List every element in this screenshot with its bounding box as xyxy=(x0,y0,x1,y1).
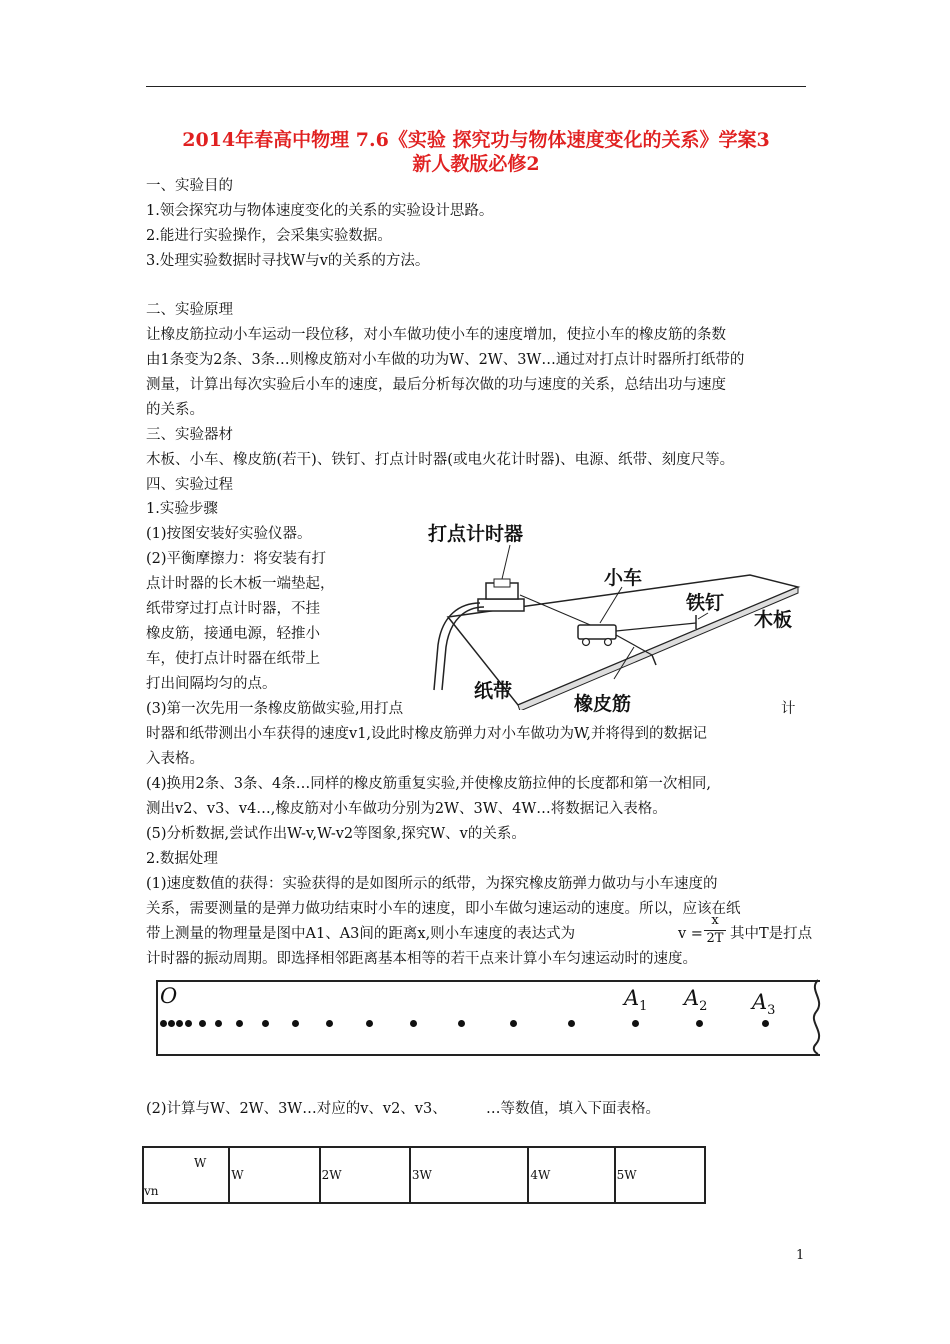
data-heading: 2.数据处理 xyxy=(146,851,218,867)
tape-dot xyxy=(160,1020,167,1027)
tape-dot xyxy=(236,1020,243,1027)
formula-after-text: 其中T是打点 xyxy=(730,926,813,942)
formula-denominator: 2T xyxy=(706,931,724,946)
tape-dot xyxy=(215,1020,222,1027)
tape-dot xyxy=(168,1020,175,1027)
tape-dot xyxy=(458,1020,465,1027)
velocity-formula xyxy=(678,922,703,946)
fig-label-car: 小车 xyxy=(604,567,643,589)
fig-label-board: 木板 xyxy=(754,609,793,631)
tape-dot-a3 xyxy=(762,1020,769,1027)
table-row xyxy=(143,1147,705,1203)
table-header-cell: 3W xyxy=(410,1147,528,1203)
table-corner-cell xyxy=(143,1147,229,1203)
step-2-line-4: 橡皮筋，接通电源，轻推小 xyxy=(146,626,320,642)
step-2-line-6: 打出间隔均匀的点。 xyxy=(146,676,277,692)
tape-torn-edge xyxy=(806,978,830,1056)
step-4-line-2: 测出v2、v3、v4…,橡皮筋对小车做功分别为2W、3W、4W…将数据记入表格。 xyxy=(146,801,667,817)
page-title-line-1: 2014年春高中物理 7.6《实验 探究功与物体速度变化的关系》学案3 xyxy=(182,129,770,151)
car-wheel-2 xyxy=(605,639,612,646)
step-2-line-2: 点计时器的长木板一端垫起， xyxy=(146,576,335,592)
step-1: (1)按图安装好实验仪器。 xyxy=(146,526,312,542)
car-body xyxy=(578,625,616,639)
car-wheel-1 xyxy=(583,639,590,646)
nail-2 xyxy=(652,655,656,665)
timer-base xyxy=(478,599,524,611)
purpose-heading: 一、实验目的 xyxy=(146,178,233,194)
tape-label-a1: $A_1$ xyxy=(624,986,648,1015)
table-header-cell: 5W xyxy=(615,1147,705,1203)
tape-dot xyxy=(176,1020,183,1027)
paper-tape xyxy=(156,980,820,1056)
tape-dot xyxy=(185,1020,192,1027)
data-1-line-2: 关系，需要测量的是弹力做功结束时小车的速度，即小车做匀速运动的速度。所以，应该在纸 xyxy=(146,901,741,917)
principle-text-4: 的关系。 xyxy=(146,402,204,418)
step-2-line-1: (2)平衡摩擦力：将安装有打 xyxy=(146,551,327,567)
table-header-cell: 4W xyxy=(528,1147,614,1203)
page-title-line-2: 新人教版必修2 xyxy=(412,153,540,175)
page-number: 1 xyxy=(796,1248,805,1263)
step-2-line-5: 车，使打点计时器在纸带上 xyxy=(146,651,320,667)
principle-text-2: 由1条变为2条、3条…则橡皮筋对小车做的功为W、2W、3W…通过对打点计时器所打纸带的 xyxy=(146,352,745,368)
data-2-text: (2)计算与W、2W、3W…对应的v、v2、v3、 xyxy=(146,1101,447,1117)
principle-text-1: 让橡皮筋拉动小车运动一段位移，对小车做功使小车的速度增加，使拉小车的橡皮筋的条数 xyxy=(146,327,726,343)
purpose-item-3: 3.处理实验数据时寻找W与v的关系的方法。 xyxy=(146,253,430,269)
step-2-line-3: 纸带穿过打点计时器，不挂 xyxy=(146,601,320,617)
header-rule xyxy=(146,86,806,87)
step-3-line-2: 时器和纸带测出小车获得的速度v1,设此时橡皮筋弹力对小车做功为W,并将得到的数据记 xyxy=(146,726,708,742)
tape-label-a2: $A_2$ xyxy=(684,986,708,1015)
formula-lhs: v = xyxy=(678,926,703,942)
data-1-line-4: 计时器的振动周期。即选择相邻距离基本相等的若干点来计算小车匀速运动时的速度。 xyxy=(146,951,697,967)
table-header-cell: 2W xyxy=(320,1147,410,1203)
equipment-text: 木板、小车、橡皮筋(若干)、铁钉、打点计时器(或电火花计时器)、电源、纸带、刻度尺等。 xyxy=(146,452,735,468)
fig-label-rubber: 橡皮筋 xyxy=(574,693,632,715)
formula-numerator: x xyxy=(711,913,719,928)
principle-heading: 二、实验原理 xyxy=(146,302,233,318)
fig-label-timer: 打点计时器 xyxy=(428,523,524,545)
principle-text-3: 测量，计算出每次实验后小车的速度，最后分析每次做的功与速度的关系，总结出功与速度 xyxy=(146,377,726,393)
steps-heading: 1.实验步骤 xyxy=(146,501,218,517)
step-3-line-1-tail: 计 xyxy=(781,701,796,717)
tape-dot xyxy=(262,1020,269,1027)
step-5: (5)分析数据,尝试作出W-v,W-v2等图象,探究W、v的关系。 xyxy=(146,826,526,842)
tape-dot xyxy=(326,1020,333,1027)
process-heading: 四、实验过程 xyxy=(146,477,233,493)
tape-dot xyxy=(568,1020,575,1027)
step-4-line-1: (4)换用2条、3条、4条…同样的橡皮筋重复实验,并使橡皮筋拉伸的长度都和第一次相同, xyxy=(146,776,711,792)
tape-dot-a1 xyxy=(632,1020,639,1027)
purpose-item-2: 2.能进行实验操作，会采集实验数据。 xyxy=(146,228,392,244)
tape-dot xyxy=(366,1020,373,1027)
timer-top xyxy=(494,579,510,587)
equipment-heading: 三、实验器材 xyxy=(146,427,233,443)
tape-label-a3: $A_3$ xyxy=(752,990,776,1019)
step-3-line-1: (3)第一次先用一条橡皮筋做实验,用打点 xyxy=(146,701,404,717)
data-2-tail: …等数值，填入下面表格。 xyxy=(486,1101,660,1117)
purpose-item-1: 1.领会探究功与物体速度变化的关系的实验设计思路。 xyxy=(146,203,494,219)
tape-dot xyxy=(292,1020,299,1027)
step-3-line-3: 入表格。 xyxy=(146,751,204,767)
fig-label-tape: 纸带 xyxy=(474,680,513,702)
tape-dot xyxy=(510,1020,517,1027)
timer-leader xyxy=(502,545,510,579)
fig-label-nail: 铁钉 xyxy=(686,592,725,614)
tape-origin-label: O xyxy=(160,984,178,1008)
data-1-line-1: (1)速度数值的获得：实验获得的是如图所示的纸带，为探究橡皮筋弹力做功与小车速度的 xyxy=(146,876,718,892)
table-header-cell: W xyxy=(229,1147,319,1203)
tape-dot xyxy=(199,1020,206,1027)
table-corner-top: W xyxy=(194,1156,207,1170)
tape-dot xyxy=(410,1020,417,1027)
data-table xyxy=(142,1146,706,1204)
table-corner-bottom: vn xyxy=(144,1184,159,1198)
data-1-line-3: 带上测量的物理量是图中A1、A3间的距离x,则小车速度的表达式为 xyxy=(146,926,576,942)
tape-dot-a2 xyxy=(696,1020,703,1027)
